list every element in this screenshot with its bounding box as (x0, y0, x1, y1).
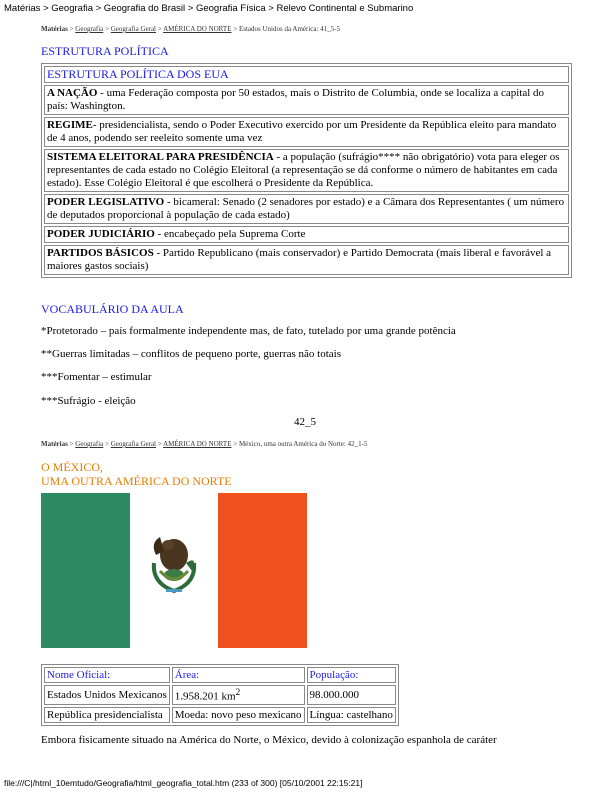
vocab-item: *Protetorado – país formalmente independente mas, de fato, tutelado por uma grande potência (41, 325, 456, 337)
page-header: Matérias > Geografia > Geografia do Brasil > Geografia Física > Relevo Continental e Submarino (4, 3, 414, 14)
breadcrumb-link-america-do-norte[interactable]: AMÉRICA DO NORTE (163, 440, 232, 448)
table-cell: República presidencialista (44, 707, 170, 723)
breadcrumb-link-geografia-geral[interactable]: Geografia Geral (110, 25, 156, 33)
row-text: - a população (sufrágio**** não obrigatório) vota para eleger os representantes de cada estado no Colégio Eleitoral (a representação se dá conforme o número de habitantes em cada estado). Esse Colégio Eleitoral é que escolherá o Presidente da República. (47, 151, 560, 189)
row-text: - uma Federação composta por 50 estados, mais o Distrito de Columbia, onde se localiza a capital do país: Washington. (47, 87, 545, 112)
breadcrumb-sep: > (156, 440, 164, 448)
header-cell: Área: (172, 667, 305, 683)
breadcrumb-current: Estados Unidos da América: 41_5-5 (238, 25, 341, 33)
mexico-info-table (41, 664, 399, 726)
political-structure-table (41, 63, 572, 278)
row-text: - presidencialista, sendo o Poder Executivo exercido por um Presidente da República eleito para mandato de 4 anos, podendo ser reeleito somente uma vez (47, 119, 557, 144)
row-text: - Partido Republicano (mais conservador) e Partido Democrata (mais liberal e favorável a maiores gastos sociais) (47, 247, 552, 272)
row-text: - bicameral: Senado (2 senadores por estado) e a Câmara dos Representantes ( um número de deputados proporcional à população de cada estado) (47, 196, 565, 221)
breadcrumb-root[interactable]: Matérias (41, 440, 68, 448)
page-number: 42_5 (294, 416, 316, 428)
breadcrumb-root[interactable]: Matérias (41, 25, 68, 33)
table-cell (172, 685, 305, 705)
row-term: SISTEMA ELEITORAL PARA PRESIDÊNCIA (47, 151, 274, 163)
area-unit-sup: 2 (235, 687, 241, 697)
breadcrumb-sep: > (231, 440, 239, 448)
breadcrumb-sep: > (231, 25, 239, 33)
row-term: A NAÇÃO (47, 87, 98, 99)
breadcrumb-sep: > (67, 440, 76, 448)
area-value: 1.958.201 km (174, 690, 236, 703)
mexico-subtitle: UMA OUTRA AMÉRICA DO NORTE (41, 474, 232, 488)
breadcrumb-link-geografia-geral[interactable]: Geografia Geral (110, 440, 156, 448)
mexico-title: O MÉXICO, (41, 460, 103, 474)
table-cell: Moeda: novo peso mexicano (172, 707, 305, 723)
table-cell: Língua: castelhano (307, 707, 396, 723)
table-row (44, 194, 569, 224)
table-row (44, 226, 569, 243)
breadcrumb-sep: > (67, 25, 76, 33)
flag-red-stripe (218, 493, 307, 648)
header-cell: População: (307, 667, 396, 683)
breadcrumb-link-geografia[interactable]: Geografia (75, 440, 104, 448)
flag-green-stripe (41, 493, 130, 648)
row-term: PODER LEGISLATIVO (47, 196, 165, 208)
vocab-item: **Guerras limitadas – conflitos de pequeno porte, guerras não totais (41, 348, 341, 360)
body-paragraph: Embora fisicamente situado na América do Norte, o México, devido à colonização espanhola de caráter (41, 734, 497, 746)
row-term: PARTIDOS BÁSICOS (47, 247, 154, 259)
breadcrumb-link-america-do-norte[interactable]: AMÉRICA DO NORTE (163, 25, 232, 33)
row-term: REGIME (47, 119, 93, 131)
breadcrumb-sep: > (103, 25, 111, 33)
header-cell: Nome Oficial: (44, 667, 170, 683)
vocab-title: VOCABULÁRIO DA AULA (41, 302, 184, 316)
table-row (44, 85, 569, 115)
section-title: ESTRUTURA POLÍTICA (41, 44, 169, 58)
table-heading: ESTRUTURA POLÍTICA DOS EUA (44, 66, 569, 83)
breadcrumb-sep: > (103, 440, 111, 448)
breadcrumb (41, 440, 367, 448)
table-cell: Estados Unidos Mexicanos (44, 685, 170, 705)
page-footer: file:///C|/html_10emtudo/Geografia/html_geografia_total.htm (233 of 300) [05/10/2001 22:15:21] (4, 778, 363, 788)
row-term: PODER JUDICIÁRIO (47, 228, 155, 240)
coat-of-arms-emblem (130, 493, 218, 648)
vocab-item: ***Sufrágio - eleição (41, 395, 136, 407)
table-cell: 98.000.000 (307, 685, 396, 705)
table-row (44, 245, 569, 275)
row-text: - encabeçado pela Suprema Corte (154, 228, 306, 240)
breadcrumb-link-geografia[interactable]: Geografia (75, 25, 104, 33)
flag-white-stripe (130, 493, 219, 648)
breadcrumb (41, 25, 340, 33)
table-row (44, 149, 569, 192)
breadcrumb-current: México, uma outra América do Norte: 42_1-5 (238, 440, 368, 448)
table-row (44, 117, 569, 147)
breadcrumb-sep: > (156, 25, 164, 33)
vocab-item: ***Fomentar – estimular (41, 371, 152, 383)
mexico-flag-image (41, 493, 307, 648)
